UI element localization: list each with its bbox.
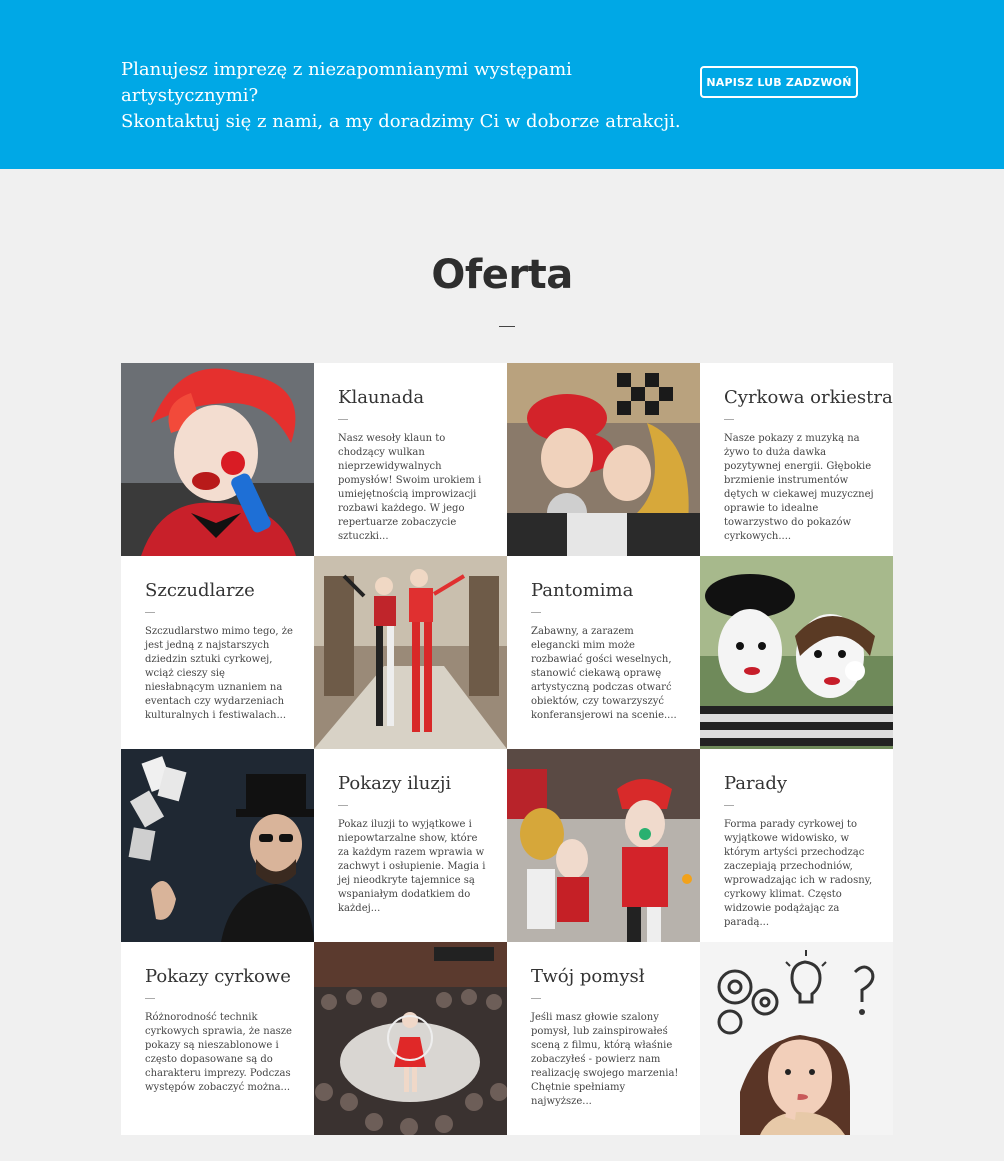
offer-divider: [338, 419, 348, 420]
offer-divider: [145, 612, 155, 613]
section-title: Oferta: [431, 252, 573, 298]
offer-image-pantomima[interactable]: [700, 556, 893, 749]
offer-card-klaunada[interactable]: [314, 363, 507, 556]
contact-banner: [0, 0, 1004, 169]
offer-title: Pokazy cyrkowe: [145, 966, 291, 987]
offer-divider: [531, 998, 541, 999]
offer-image-klaunada[interactable]: [121, 363, 314, 556]
offer-description: Jeśli masz głowie szalony pomysł, lub zainspirowałeś sceną z filmu, którą właśnie zobaczyłeś - powierz nam realizację swojego marzenia! Chętnie spełniamy najwyższe...: [531, 1012, 679, 1107]
offer-card-pokazy-iluzji[interactable]: [314, 749, 507, 942]
offer-title: Parady: [724, 773, 788, 794]
offer-title: Pokazy iluzji: [338, 773, 452, 794]
offer-card-pantomima[interactable]: [507, 556, 700, 749]
offer-divider: [724, 419, 734, 420]
offer-divider: [145, 998, 155, 999]
offer-description: Forma parady cyrkowej to wyjątkowe widowisko, w którym artyści przechodząc zaczepiają przechodniów, wprowadzając ich w radosny, cyrkowy klimat. Często widzowie podążając za paradą...: [724, 819, 873, 928]
offer-description: Zabawny, a zarazem elegancki mim może rozbawiać gości weselnych, stanowić ciekawą oprawę artystyczną podczas otwarć obiektów, czy towarzyszyć konferansjerowi na scenie....: [531, 626, 677, 721]
pointer-arrow: [305, 1029, 314, 1047]
banner-line-1: Planujesz imprezę z niezapomnianymi występami artystycznymi?: [121, 59, 572, 106]
title-divider: [499, 326, 515, 327]
offer-image-cyrkowa-orkiestra[interactable]: [507, 363, 700, 556]
offer-divider: [724, 805, 734, 806]
pointer-arrow: [691, 643, 700, 661]
offer-title: Szczudlarze: [145, 580, 255, 601]
contact-button[interactable]: NAPISZ LUB ZADZWOŃ: [700, 66, 858, 98]
offer-title: Klaunada: [338, 387, 425, 408]
offer-description: Różnorodność technik cyrkowych sprawia, że nasze pokazy są nieszablonowe i często dopasowane są do charakteru imprezy. Podczas występów zobaczyć można...: [145, 1012, 292, 1093]
offer-divider: [338, 805, 348, 806]
offer-card-parady[interactable]: [700, 749, 893, 942]
offer-description: Pokaz iluzji to wyjątkowe i niepowtarzalne show, które za każdym razem wprawia w zachwyt i osłupienie. Magia i jej nieodkryte tajemnice są wspaniałym dodatkiem do każdej...: [338, 819, 486, 914]
offer-card-twoj-pomysl[interactable]: [507, 942, 700, 1135]
offer-grid: [121, 363, 893, 1136]
offer-image-twoj-pomysl[interactable]: [700, 942, 893, 1135]
offer-description: Szczudlarstwo mimo tego, że jest jedną z najstarszych dziedzin sztuki cyrkowej, wciąż cieszy się niesłabnącym uznaniem na eventach czy wydarzeniach kulturalnych i festiwalach...: [145, 626, 293, 721]
offer-divider: [531, 612, 541, 613]
offer-title: Pantomima: [531, 580, 634, 601]
pointer-arrow: [314, 450, 323, 468]
offer-description: Nasze pokazy z muzyką na żywo to duża dawka pozytywnej energii. Głębokie brzmienie instrumentów dętych w ciekawej muzycznej oprawie to idealne towarzystwo do pokazów cyrkowych....: [724, 433, 874, 542]
banner-text: [121, 57, 681, 135]
offer-card-szczudlarze[interactable]: [121, 556, 314, 749]
offer-image-pokazy-cyrkowe[interactable]: [314, 942, 507, 1135]
offer-image-parady[interactable]: [507, 749, 700, 942]
offer-card-cyrkowa-orkiestra[interactable]: [700, 363, 893, 556]
banner-line-2: Skontaktuj się z nami, a my doradzimy Ci w doborze atrakcji.: [121, 111, 681, 132]
pointer-arrow: [305, 643, 314, 661]
pointer-arrow: [691, 1029, 700, 1047]
pointer-arrow: [700, 836, 709, 854]
offer-card-pokazy-cyrkowe[interactable]: [121, 942, 314, 1135]
pointer-arrow: [314, 836, 323, 854]
offer-description: Nasz wesoły klaun to chodzący wulkan nieprzewidywalnych pomysłów! Swoim urokiem i umiejętnością improwizacji rozbawi każdego. W jego repertuarze zobaczycie sztuczki...: [338, 433, 482, 542]
pointer-arrow: [700, 450, 709, 468]
offer-title: Twój pomysł: [531, 966, 645, 987]
offer-image-pokazy-iluzji[interactable]: [121, 749, 314, 942]
offer-image-szczudlarze[interactable]: [314, 556, 507, 749]
offer-title: Cyrkowa orkiestra: [724, 387, 893, 408]
